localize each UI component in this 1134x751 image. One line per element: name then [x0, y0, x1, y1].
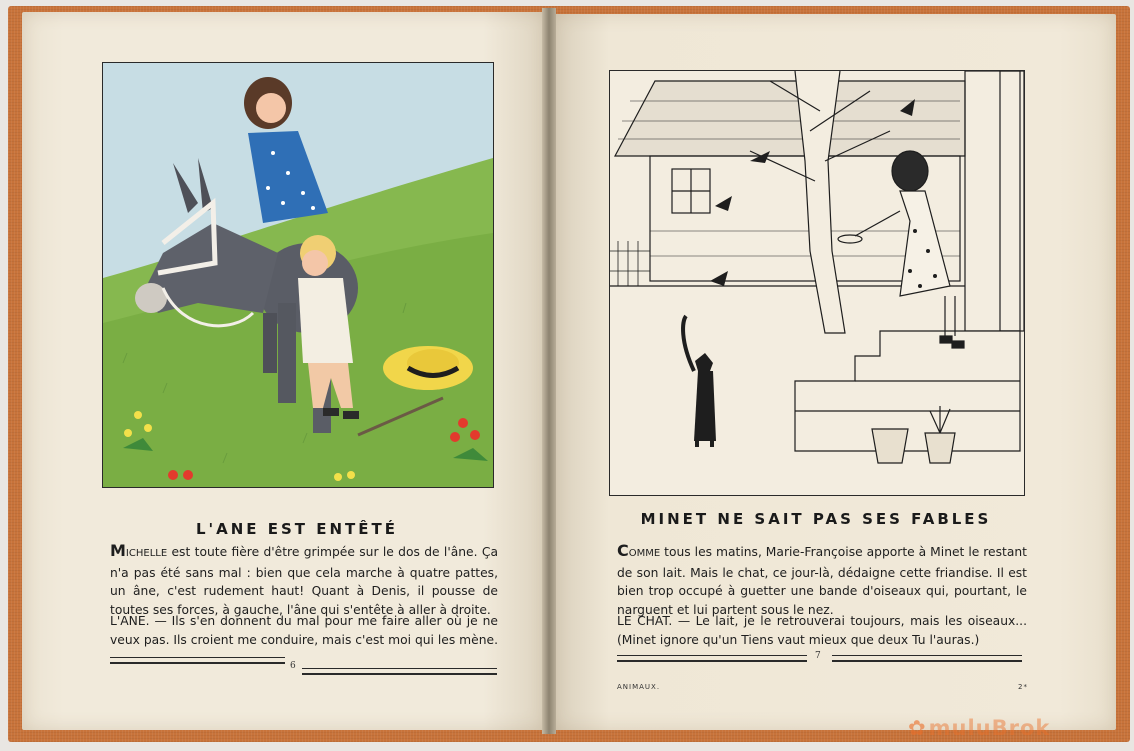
right-page-paragraph-1: [617, 542, 1027, 619]
flower-icon: ✿: [908, 716, 927, 740]
footer-signature-mark: 2*: [1018, 683, 1028, 691]
cat-and-birds-illustration: [609, 70, 1025, 496]
right-smallcaps: OMME: [628, 548, 661, 559]
watermark-text: muluBrok: [928, 716, 1051, 740]
left-smallcaps: ICHELLE: [125, 548, 168, 559]
footer-section-label: ANIMAUX.: [617, 683, 661, 691]
left-page-paragraph-1: [110, 542, 498, 619]
left-page-title: L'ANE EST ENTÊTÉ: [195, 520, 399, 538]
watermark: [908, 716, 1050, 740]
right-rule-right: [832, 655, 1022, 662]
left-page-number: 6: [290, 661, 296, 671]
right-page-number: 7: [815, 651, 821, 661]
right-rule-left: [617, 655, 807, 662]
left-rule-right: [302, 668, 497, 675]
right-page-title: MINET NE SAIT PAS SES FABLES: [640, 510, 992, 528]
left-paragraph-1-text: est toute fière d'être grimpée sur le dos de l'âne. Ça n'a pas été sans mal : bien que cela marche à quatre pattes, un âne, c'est rudement haut! Quant à Denis, il pousse de toutes ses forces, à gauche, l'âne qui s'entête à aller à droite.: [110, 545, 498, 617]
right-page-paragraph-2: LE CHAT. — Le lait, je le retrouverai toujours, mais les oiseaux... (Minet ignore qu'un Tiens vaut mieux que deux Tu l'auras.): [617, 614, 1027, 647]
right-dropcap: C: [617, 541, 629, 560]
left-page-paragraph-2: L'ANE. — Ils s'en donnent du mal pour me faire aller où je ne veux pas. Ils croient me conduire, mais c'est moi qui les mène.: [110, 614, 498, 647]
book-spine-gutter: [542, 8, 556, 734]
left-dropcap: M: [110, 541, 126, 560]
left-rule-left: [110, 657, 285, 664]
donkey-illustration: [102, 62, 494, 488]
right-paragraph-1-text: tous les matins, Marie-Françoise apporte à Minet le restant de son lait. Mais le chat, ce jour-là, dédaigne cette friandise. Il est bien trop occupé à guetter une bande d'oiseaux qui, pourtant, le narguent et lui partent sous le nez.: [617, 545, 1027, 617]
